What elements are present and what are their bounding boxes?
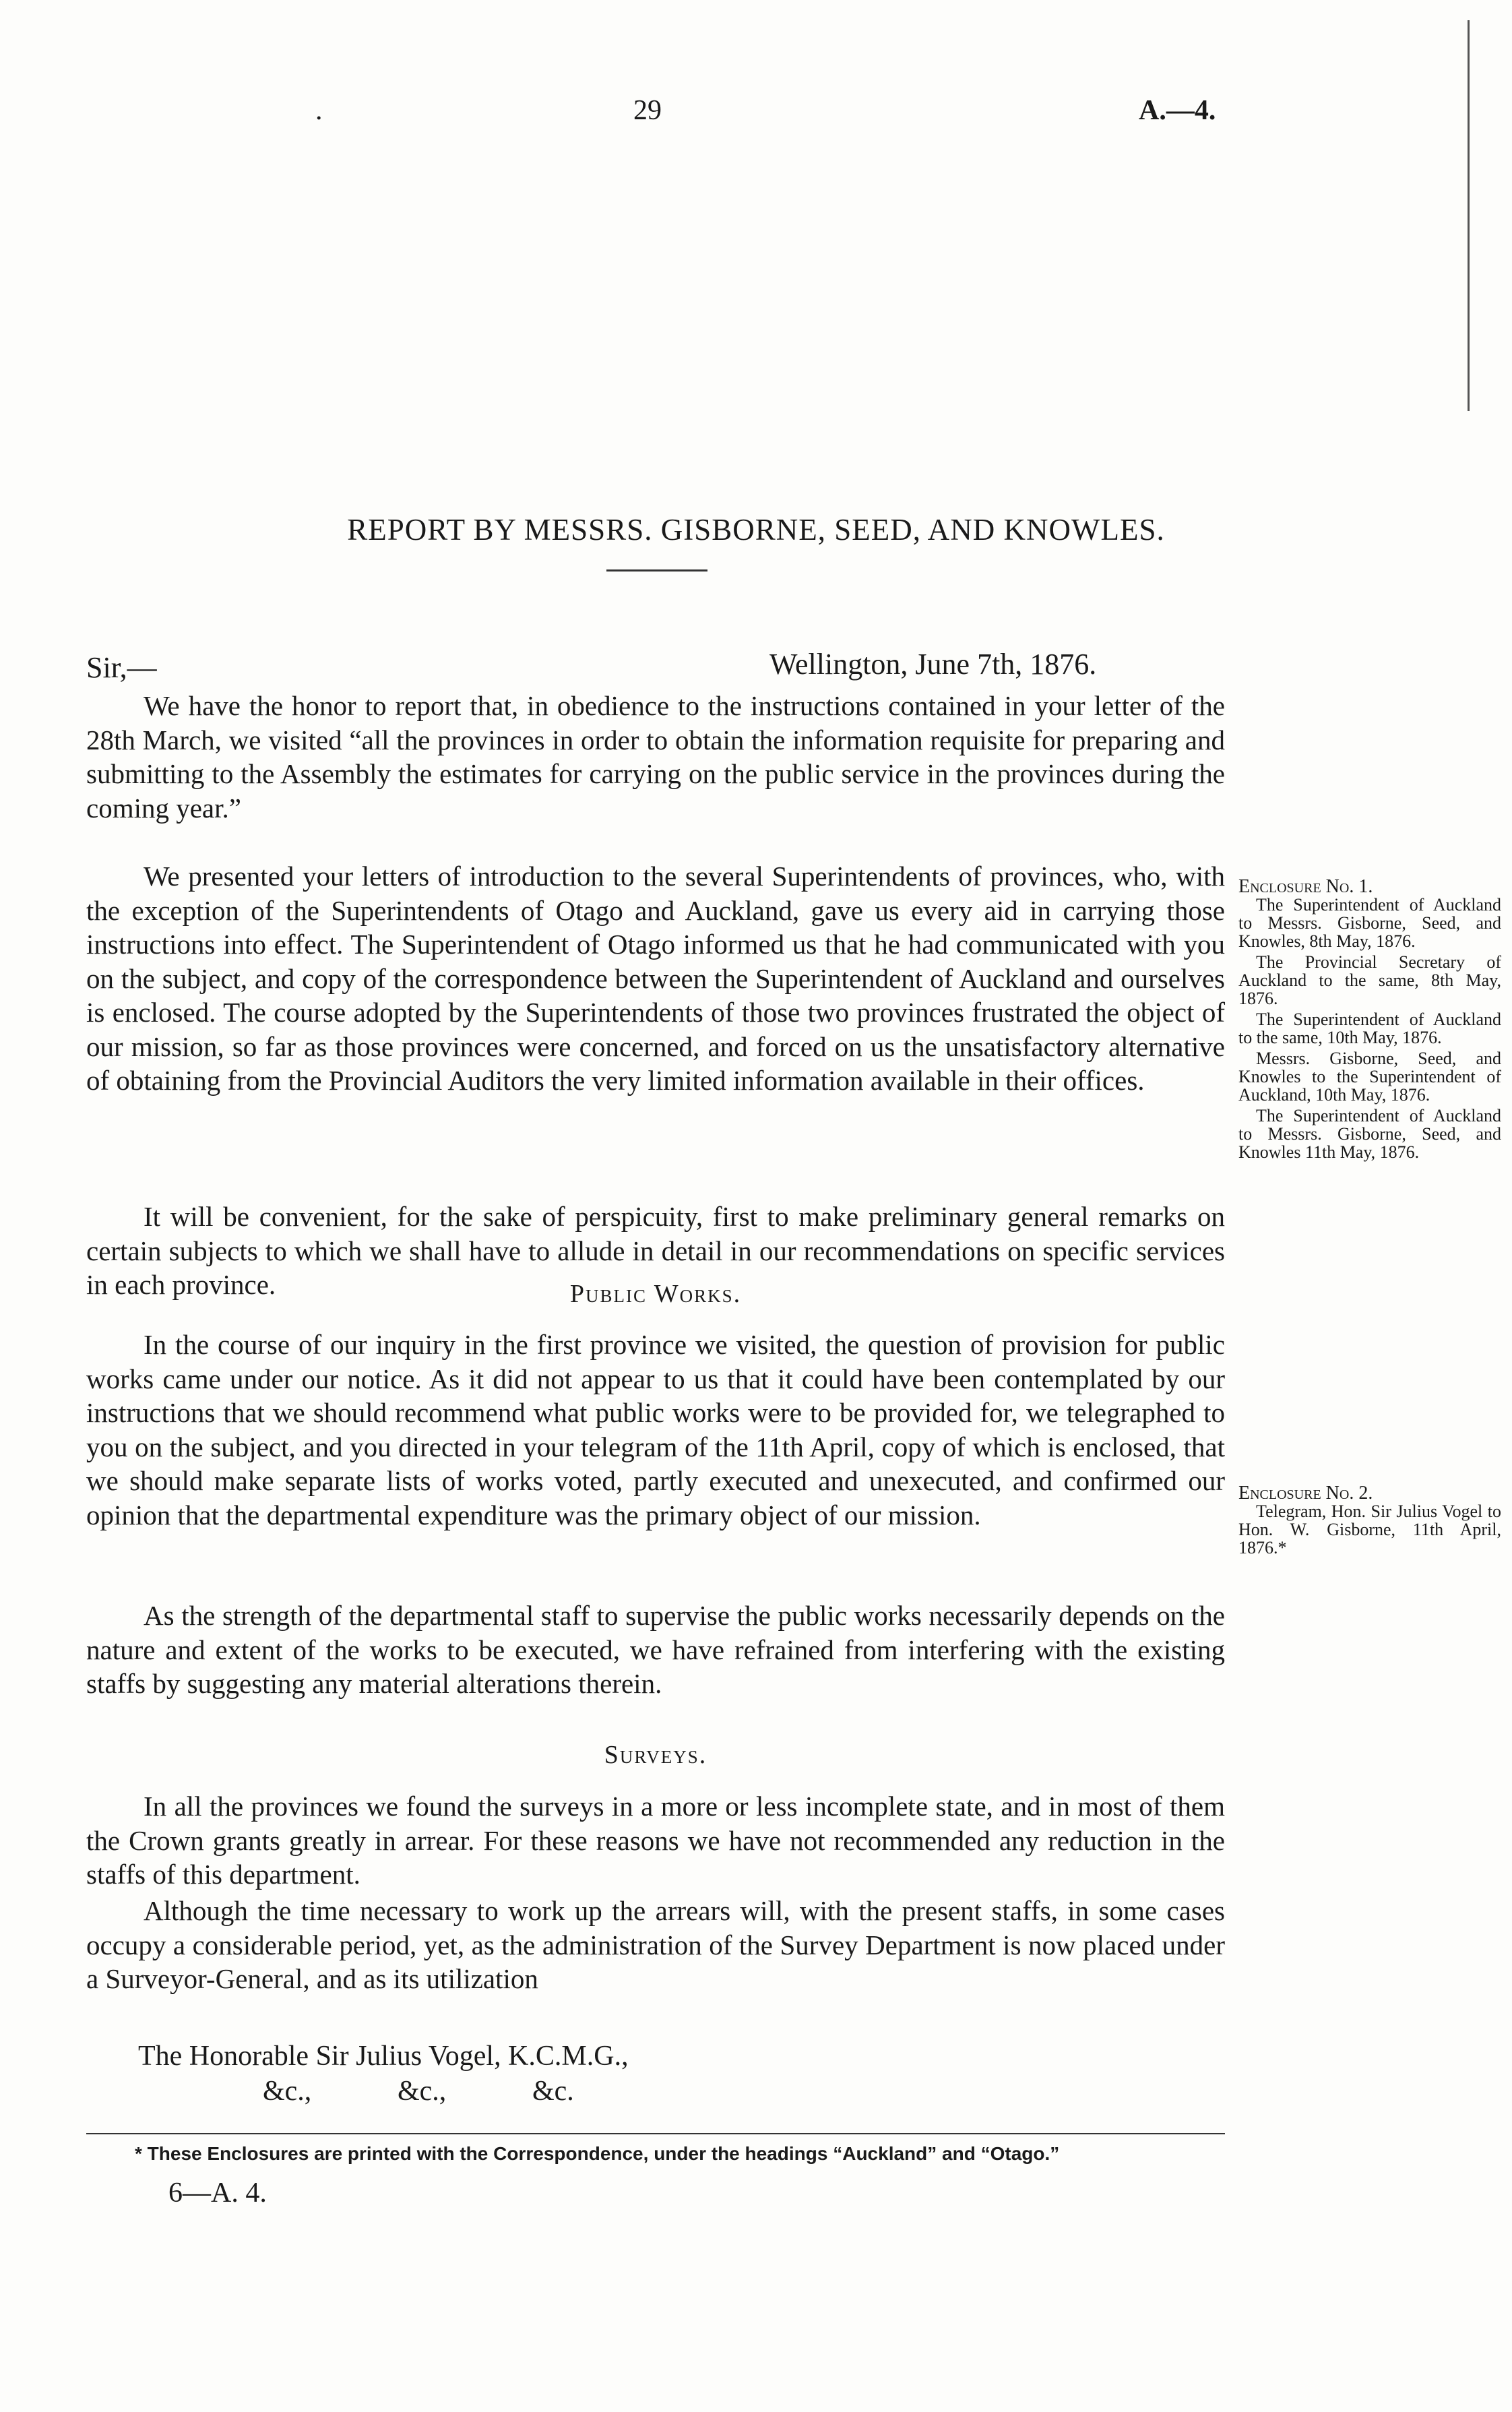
footnote-rule [86,2133,1225,2134]
addressee-etc [138,2074,667,2109]
margin-note-entry: The Superintendent of Auckland to the same, 10th May, 1876. [1238,1010,1501,1047]
margin-note-entry: Messrs. Gisborne, Seed, and Knowles to the Superintendent of Auckland, 10th May, 1876. [1238,1049,1501,1105]
etc-1: &c., [263,2076,312,2107]
page-title: REPORT BY MESSRS. GISBORNE, SEED, AND KNOWLES. [347,513,1165,547]
margin-note-enclosure-2 [1238,1484,1501,1559]
paragraph-7: Although the time necessary to work up the arrears will, with the present staffs, in some cases occupy a considerable period, yet, as the administration of the Survey Department is now placed under a Surveyor-General, and as its utilization [86,1895,1225,1994]
addressee-block [138,2039,667,2109]
paragraph-1: We have the honor to report that, in obedience to the instructions contained in your letter of the 28th March, we visited “all the provinces in order to obtain the information requisite for preparing and submitting to the Assembly the estimates for carrying on the public service in the provinces during the coming year.” [86,690,1225,824]
page-edge-rule [1468,20,1470,411]
paragraph-2: We presented your letters of introduction to the several Superintendents of provinces, who, with the exception of the Superintendents of Otago and Auckland, gave us every aid in carrying those instructions into effect. The Superintendent of Otago informed us that he had communicated with you on the subject, and copy of the correspondence between the Superintendent of Auckland and ourselves is enclosed. The course adopted by the Superintendents of those two provinces frustrated the object of our mission, so far as those provinces were concerned, and forced on us the unsatisfactory alternative of obtaining from the Provincial Auditors the very limited information available in their offices. [86,861,1225,1096]
header-dot: . [315,95,323,126]
heading-public-works: Public Works. [569,1280,742,1308]
margin-note-head: Enclosure No. 1. [1238,876,1373,897]
etc-3: &c. [532,2076,574,2107]
document-reference: A.—4. [1139,95,1216,126]
dateline: Wellington, June 7th, 1876. [769,648,1097,681]
margin-note-entry: Telegram, Hon. Sir Julius Vogel to Hon. W. Gisborne, 11th April, 1876.* [1238,1502,1501,1557]
margin-note-head: Enclosure No. 2. [1238,1483,1373,1504]
paragraph-5: As the strength of the departmental staff to supervise the public works necessarily depends on the nature and extent of the works to be executed, we have refrained from interfering with the existing staffs by suggesting any material alterations therein. [86,1600,1225,1699]
paragraph-6: In all the provinces we found the surveys in a more or less incomplete state, and in most of them the Crown grants greatly in arrear. For these reasons we have not recommended any reduction in the staffs of this department. [86,1791,1225,1890]
heading-surveys: Surveys. [604,1741,707,1769]
paragraph-3: It will be convenient, for the sake of perspicuity, first to make preliminary general remarks on certain subjects to which we shall have to allude in detail in our recommendations on specific services in each province. [86,1201,1225,1300]
margin-note-entry: The Provincial Secretary of Auckland to the same, 8th May, 1876. [1238,952,1501,1008]
etc-2: &c., [398,2076,447,2107]
title-divider [606,569,707,571]
paragraph-4: In the course of our inquiry in the first province we visited, the question of provision for public works came under our notice. As it did not appear to us that it could have been contemplated by our instructions that we should recommend what public works were to be provided for, we telegraphed to you on the subject, and you directed in your telegram of the 11th April, copy of which is enclosed, that we should make separate lists of works voted, partly executed and unexecuted, and confirmed our opinion that the departmental expenditure was the primary object of our mission. [86,1329,1225,1530]
salutation: Sir,— [86,651,157,684]
margin-note-entry: The Superintendent of Auckland to Messrs. Gisborne, Seed, and Knowles 11th May, 1876. [1238,1106,1501,1162]
page-number: 29 [633,95,662,126]
signature-mark: 6—A. 4. [168,2177,267,2208]
addressee-name: The Honorable Sir Julius Vogel, K.C.M.G., [138,2041,629,2072]
margin-note-enclosure-1 [1238,877,1501,1164]
footnote: * These Enclosures are printed with the Correspondence, under the headings “Auckland” and “Otago.” [135,2143,1060,2164]
margin-note-entry: The Superintendent of Auckland to Messrs. Gisborne, Seed, and Knowles, 8th May, 1876. [1238,895,1501,951]
